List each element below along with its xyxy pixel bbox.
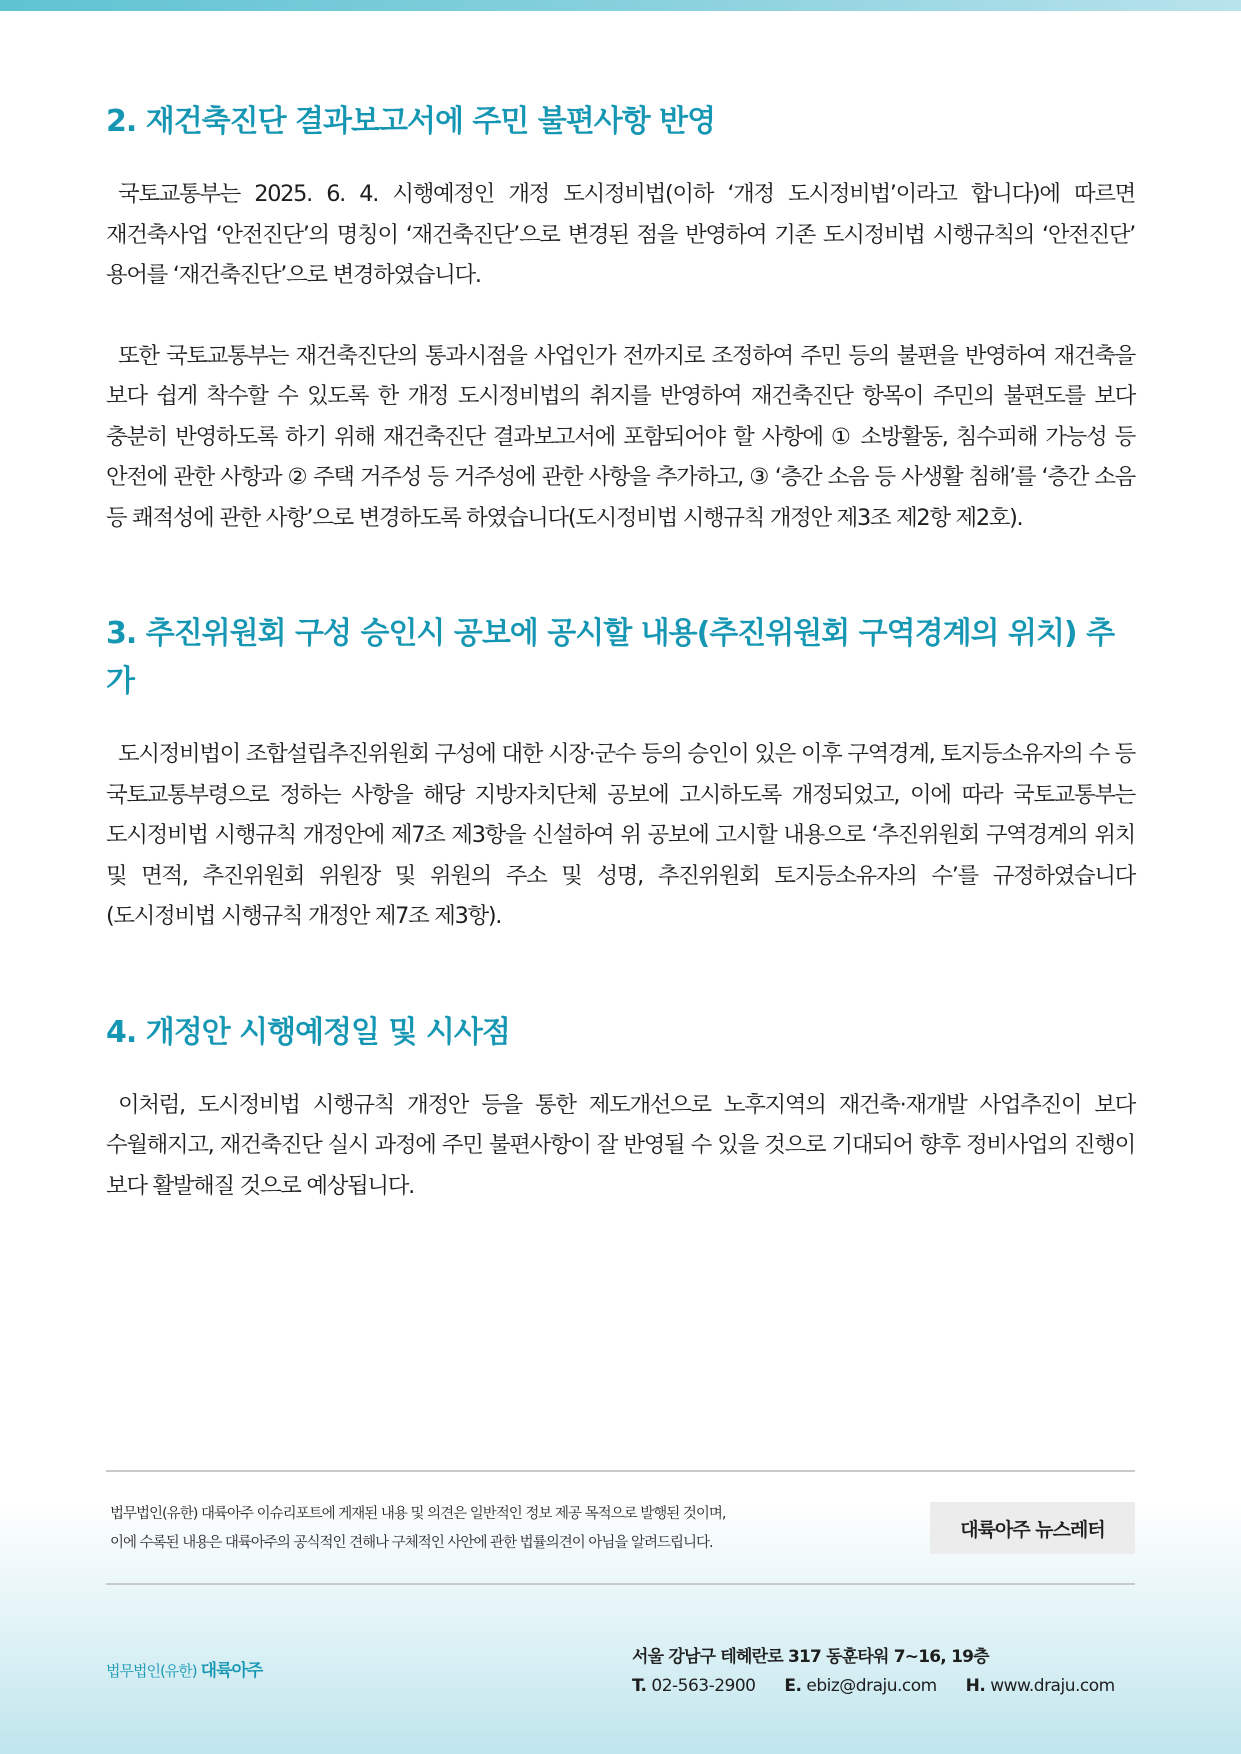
section-3-paragraph-1: 도시정비법이 조합설립추진위원회 구성에 대한 시장·군수 등의 승인이 있은 이후 구역경계, 토지등소유자의 수 등 국토교통부령으로 정하는 사항을 해당 지방자치단체 공보에 고시하도록 개정되었고, 이에 따라 국토교통부는 도시정비법 시행규칙 개정안에 제7조 제3항을 신설하여 위 공보에 고시할 내용으로 ‘추진위원회 구역경계의 위치 및 면적, 추진위원회 위원장 및 위원의 주소 및 성명, 추진위원회 토지등소유자의 수’를 규정하였습니다(도시정비법 시행규칙 개정안 제7조 제3항). <box>106 741 1135 929</box>
section-4-paragraph-1: 이처럼, 도시정비법 시행규칙 개정안 등을 통한 제도개선으로 노후지역의 재건축·재개발 사업추진이 보다 수월해지고, 재건축진단 실시 과정에 주민 불편사항이 잘 반영될 수 있을 것으로 기대되어 향후 정비사업의 진행이 보다 활발해질 것으로 예상됩니다. <box>106 1091 1135 1199</box>
disclaimer-line-1: 법무법인(유한) 대륙아주 이슈리포트에 게재된 내용 및 의견은 일반적인 정보 제공 목적으로 발행된 것이며, <box>110 1506 726 1522</box>
website <box>966 1676 1115 1696</box>
firm-logo <box>106 1656 262 1681</box>
disclaimer-line-2: 이에 수록된 내용은 대륙아주의 공식적인 견해나 구체적인 사안에 관한 법률의견이 아님을 알려드립니다. <box>110 1535 713 1551</box>
email <box>784 1676 936 1696</box>
section-2-paragraph-1: 국토교통부는 2025. 6. 4. 시행예정인 개정 도시정비법(이하 ‘개정 도시정비법’이라고 합니다)에 따르면 재건축사업 ‘안전진단’의 명칭이 ‘재건축진단’으로 변경된 점을 반영하여 기존 도시정비법 시행규칙의 ‘안전진단’ 용어를 ‘재건축진단’으로 변경하였습니다. <box>106 181 1135 288</box>
footer-divider-top <box>106 1470 1135 1472</box>
phone-number: 02-563-2900 <box>651 1676 756 1696</box>
disclaimer <box>110 1500 870 1558</box>
contact-info <box>632 1642 1137 1700</box>
firm-prefix: 법무법인(유한) <box>106 1662 197 1680</box>
web-label: H. <box>965 1676 986 1696</box>
email-label: E. <box>784 1676 802 1696</box>
phone-label: T. <box>632 1676 647 1696</box>
phone <box>632 1676 756 1696</box>
firm-name: 대륙아주 <box>200 1661 263 1681</box>
email-address: ebiz@draju.com <box>806 1676 937 1696</box>
address: 서울 강남구 테헤란로 317 동훈타워 7~16, 19층 <box>632 1647 989 1667</box>
section-2-paragraph-2: 또한 국토교통부는 재건축진단의 통과시점을 사업인가 전까지로 조정하여 주민 등의 불편을 반영하여 재건축을 보다 쉽게 착수할 수 있도록 한 개정 도시정비법의 취지를 반영하여 재건축진단 항목이 주민의 불편도를 보다 충분히 반영하도록 하기 위해 재건축진단 결과보고서에 포함되어야 할 사항에 ① 소방활동, 침수피해 가능성 등 안전에 관한 사항과 ② 주택 거주성 등 거주성에 관한 사항을 추가하고, ③ ‘층간 소음 등 사생활 침해’를 ‘층간 소음 등 쾌적성에 관한 사항’으로 변경하도록 하였습니다(도시정비법 시행규칙 개정안 제3조 제2항 제2호). <box>106 342 1135 531</box>
section-4-title: 4. 개정안 시행예정일 및 시사점 <box>106 1014 510 1050</box>
footer-divider-bottom <box>106 1583 1135 1585</box>
newsletter-badge: 대륙아주 뉴스레터 <box>930 1502 1135 1554</box>
document-body <box>106 98 1135 1206</box>
web-address: www.draju.com <box>990 1676 1115 1696</box>
section-3-title: 3. 추진위원회 구성 승인시 공보에 공시할 내용(추진위원회 구역경계의 위치) 추가 <box>106 616 1115 699</box>
top-accent-bar <box>0 0 1241 11</box>
contact-line <box>632 1672 1137 1700</box>
section-2-title: 2. 재건축진단 결과보고서에 주민 불편사항 반영 <box>106 104 716 139</box>
